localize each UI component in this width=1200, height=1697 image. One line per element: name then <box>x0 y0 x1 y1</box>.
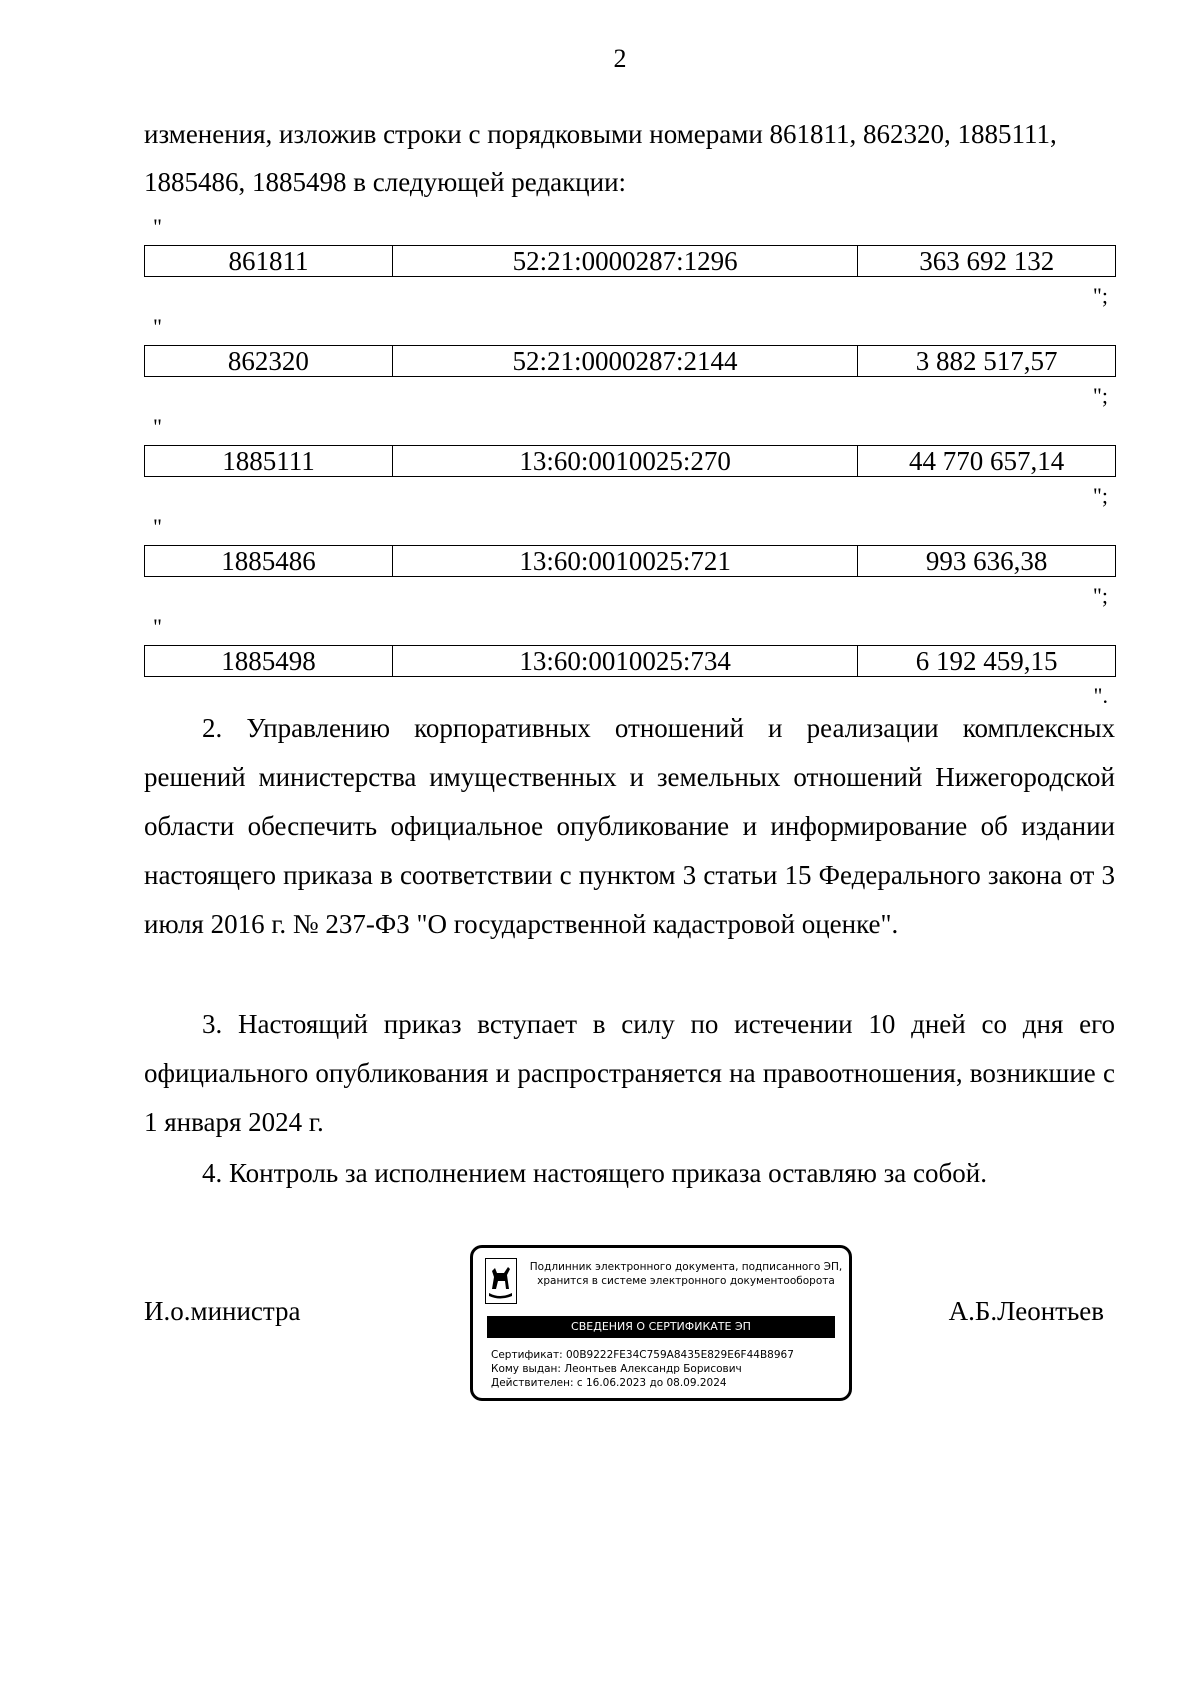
table-row <box>144 545 1116 577</box>
stamp-header-line: Подлинник электронного документа, подписанного ЭП, <box>529 1261 843 1273</box>
certificate-validity: Действителен: с 16.06.2023 до 08.09.2024 <box>491 1377 727 1389</box>
table-row <box>144 245 1116 277</box>
cadastral-value-cell: 993 636,38 <box>858 546 1116 577</box>
paragraph-3: 3. Настоящий приказ вступает в силу по истечении 10 дней со дня его официального опубликования и распространяется на правоотношения, возникшие с 1 января 2024 г. <box>144 1009 1115 1137</box>
electronic-signature-stamp <box>470 1245 852 1401</box>
row-number-cell: 1885498 <box>145 646 393 677</box>
cadastral-value-cell: 6 192 459,15 <box>858 646 1116 677</box>
certificate-owner: Кому выдан: Леонтьев Александр Борисович <box>491 1363 742 1375</box>
table-row <box>144 645 1116 677</box>
cadastral-number-cell: 52:21:0000287:1296 <box>392 246 857 277</box>
closing-quote: "; <box>1092 583 1108 608</box>
row-number-cell: 861811 <box>145 246 393 277</box>
certificate-details <box>491 1348 794 1390</box>
intro-paragraph: изменения, изложив строки с порядковыми номерами 861811, 862320, 1885111, 1885486, 1885498 в следующей редакции: <box>144 119 1057 197</box>
page-number: 2 <box>613 44 627 73</box>
certificate-serial: Сертификат: 00B9222FE34C759A8435E829E6F44B8967 <box>491 1349 794 1361</box>
opening-quote: " <box>153 414 162 439</box>
paragraph-2: 2. Управлению корпоративных отношений и реализации комплексных решений министерства имущественных и земельных отношений Нижегородской области обеспечить официальное опубликование и информирование об издании настоящего приказа в соответствии с пунктом 3 статьи 15 Федерального закона от 3 июля 2016 г. № 237-ФЗ "О государственной кадастровой оценке". <box>144 713 1115 939</box>
cadastral-value-cell: 363 692 132 <box>858 246 1116 277</box>
table-row <box>144 345 1116 377</box>
opening-quote: " <box>153 214 162 239</box>
signatory-position: И.о.министра <box>144 1296 301 1326</box>
signatory-name: А.Б.Леонтьев <box>948 1296 1104 1326</box>
cadastral-number-cell: 13:60:0010025:721 <box>392 546 857 577</box>
coat-of-arms-icon <box>485 1258 517 1304</box>
certificate-info-bar: СВЕДЕНИЯ О СЕРТИФИКАТЕ ЭП <box>487 1316 835 1338</box>
row-number-cell: 1885486 <box>145 546 393 577</box>
closing-quote: "; <box>1092 283 1108 308</box>
cadastral-number-cell: 13:60:0010025:270 <box>392 446 857 477</box>
stamp-header <box>527 1260 845 1288</box>
cadastral-number-cell: 13:60:0010025:734 <box>392 646 857 677</box>
paragraph-4: 4. Контроль за исполнением настоящего приказа оставляю за собой. <box>202 1158 987 1188</box>
opening-quote: " <box>153 614 162 639</box>
stamp-header-line: хранится в системе электронного документооборота <box>537 1275 835 1287</box>
row-number-cell: 1885111 <box>145 446 393 477</box>
cadastral-value-cell: 44 770 657,14 <box>858 446 1116 477</box>
table-row <box>144 445 1116 477</box>
closing-quote: "; <box>1092 483 1108 508</box>
opening-quote: " <box>153 514 162 539</box>
closing-quote: "; <box>1092 383 1108 408</box>
closing-quote: ". <box>1093 683 1108 708</box>
cadastral-value-cell: 3 882 517,57 <box>858 346 1116 377</box>
opening-quote: " <box>153 314 162 339</box>
row-number-cell: 862320 <box>145 346 393 377</box>
cadastral-number-cell: 52:21:0000287:2144 <box>392 346 857 377</box>
